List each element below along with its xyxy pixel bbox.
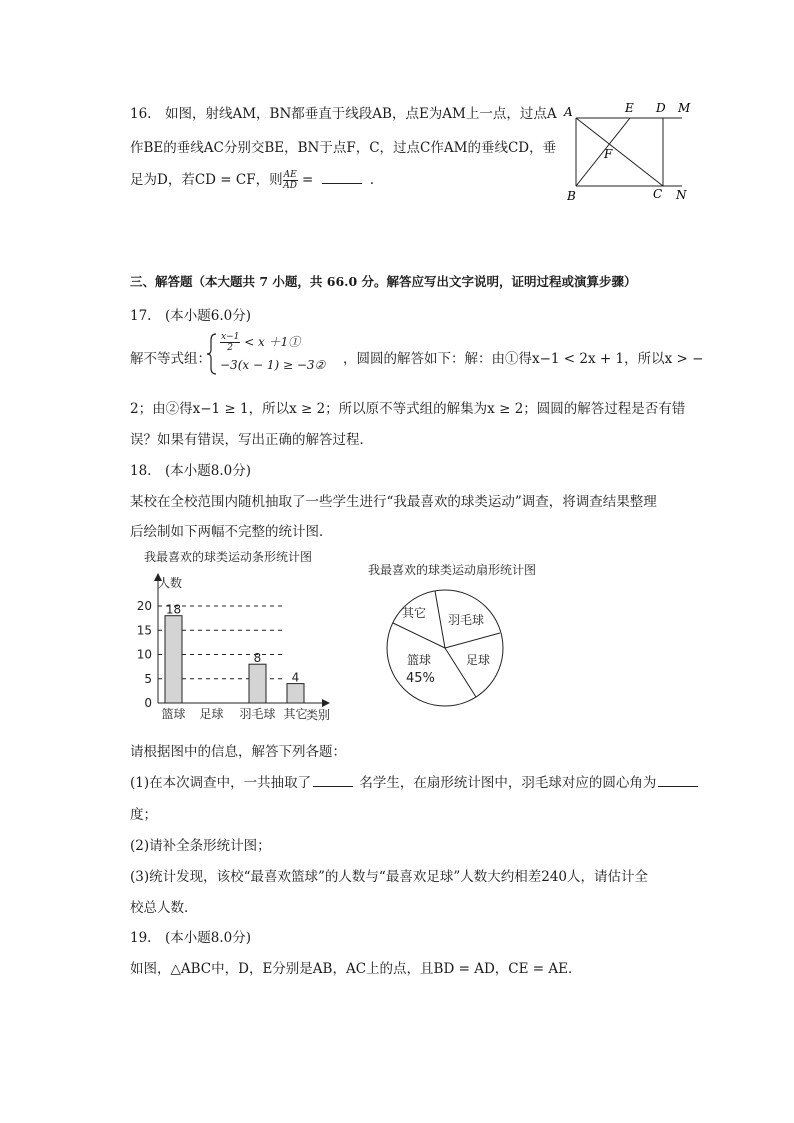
bar-0: [165, 616, 182, 703]
inequality-1-rest: < x ＋1①: [244, 335, 301, 349]
q16-end: ．: [369, 172, 384, 188]
label-N: N: [676, 188, 687, 202]
q16-geometry-figure: [560, 100, 700, 205]
bar-2: [249, 664, 266, 703]
q18-prompt: 请根据图中的信息，解答下列各题：: [130, 744, 346, 760]
bar-chart-title: 我最喜欢的球类运动条形统计图: [144, 550, 313, 564]
q18-header: 18. (本小题8.0分): [130, 463, 251, 479]
q16-equals: =: [301, 172, 314, 188]
x-tick-label: 羽毛球: [239, 707, 276, 721]
label-F: F: [604, 147, 613, 161]
x-tick-label: 篮球: [161, 707, 186, 721]
q16-line-3-text: 足为D，若CD = CF，则: [130, 172, 283, 188]
x-axis-arrow: [322, 699, 330, 707]
inequality-1: [220, 332, 300, 353]
q18-sub-1-c: 度；: [130, 807, 157, 823]
pie-chart-title: 我最喜欢的球类运动扇形统计图: [368, 563, 537, 577]
q18-sub-3-b: 校总人数．: [130, 900, 198, 916]
q18-blank-total[interactable]: [313, 774, 353, 787]
q16-line-2: 作BE的垂线AC分别交BE，BN于点F，C，过点C作AM的垂线CD，垂: [130, 140, 557, 156]
q17-pre: 解不等式组：: [130, 351, 211, 367]
q16-line-1: 16. 如图，射线AM，BN都垂直于线段AB，点E为AM上一点，过点A: [130, 106, 557, 122]
pie-label-basketball: 篮球: [407, 653, 432, 667]
bar-3: [287, 684, 304, 703]
q16-line-3: [130, 168, 383, 191]
section-3-title: 三、解答题（本大题共 7 小题，共 66.0 分。解答应写出文字说明，证明过程或演算步骤）: [130, 274, 637, 289]
q18-sub-2: (2)请补全条形统计图；: [130, 838, 271, 854]
pie-label-football: 足球: [466, 653, 491, 667]
y-tick-label: 20: [136, 599, 152, 613]
inequality-1-fraction: $\frac{x-1}{2}$: [221, 332, 240, 353]
q16-fraction: $\frac{AE}{AD}$: [283, 170, 297, 191]
label-E: E: [625, 101, 634, 115]
label-A: A: [564, 105, 573, 119]
q18-line-1: 某校在全校范围内随机抽取了一些学生进行“我最喜欢的球类运动”调查，将调查结果整理: [130, 494, 657, 510]
label-C: C: [653, 187, 663, 201]
y-tick-label: 10: [136, 647, 152, 662]
bar-value-label: 8: [253, 651, 262, 666]
q17-line-3: 误？如果有错误，写出正确的解答过程．: [130, 432, 373, 448]
inequality-brace: [206, 332, 218, 376]
q18-sub-1-a: (1)在本次调查中，一共抽取了: [130, 775, 312, 791]
q18-blank-angle[interactable]: [658, 774, 698, 787]
q19-header: 19. (本小题8.0分): [130, 930, 251, 946]
q18-line-2: 后绘制如下两幅不完整的统计图．: [130, 524, 333, 540]
inequality-2: −3(x − 1) ≥ −3②: [220, 358, 326, 372]
x-axis-label: 类别: [306, 708, 331, 722]
label-M: M: [678, 101, 691, 115]
q17-header: 17. (本小题6.0分): [130, 308, 251, 324]
y-axis-label: 人数: [158, 576, 183, 590]
y-tick-label: 0: [144, 696, 152, 710]
x-tick-label: 其它: [283, 707, 308, 721]
pie-chart: [360, 560, 575, 720]
q18-sub-1: [130, 771, 700, 791]
pie-label-badminton: 羽毛球: [448, 613, 485, 627]
bar-chart: [130, 545, 345, 725]
bar-value-label: 18: [165, 602, 182, 617]
q17-post: ，圆圆的解答如下：解：由①得x−1 < 2x + 1，所以x > −: [343, 351, 704, 367]
pie-value-basketball: 45%: [406, 671, 435, 686]
y-tick-label: 5: [144, 671, 152, 686]
label-D: D: [656, 101, 666, 115]
x-tick-label: 足球: [199, 707, 224, 721]
q18-sub-3-a: (3)统计发现，该校“最喜欢篮球”的人数与“最喜欢足球”人数大约相差240人，请估计全: [130, 869, 648, 885]
q18-sub-1-b: 名学生，在扇形统计图中，羽毛球对应的圆心角为: [355, 775, 657, 791]
bar-value-label: 4: [291, 670, 300, 685]
q17-line-2: 2；由②得x−1 ≥ 1，所以x ≥ 2；所以原不等式组的解集为x ≥ 2；圆圆的解答过程是否有错: [130, 401, 686, 417]
label-B: B: [567, 189, 576, 203]
y-tick-label: 15: [136, 623, 152, 638]
q19-line-1: 如图，△ABC中，D，E分别是AB，AC上的点，且BD = AD，CE = AE．: [130, 961, 582, 977]
q16-answer-blank[interactable]: [322, 171, 362, 184]
pie-label-other: 其它: [402, 606, 427, 620]
